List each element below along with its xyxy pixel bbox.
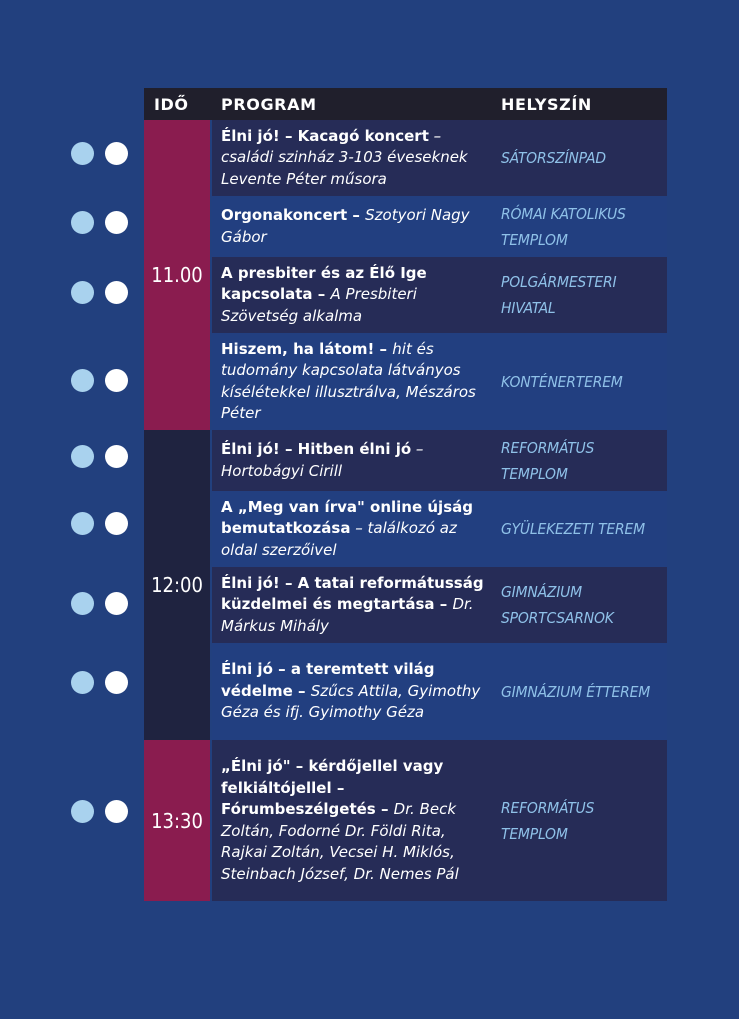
program-location: KONTÉNERTEREM	[501, 372, 623, 391]
light-dot-icon	[71, 369, 94, 392]
light-dot-icon	[71, 800, 94, 823]
time-label: 13:30	[151, 808, 203, 833]
white-dot-icon	[105, 800, 128, 823]
program-desc: – Hortobágyi Cirill	[221, 440, 424, 480]
header-time: IDŐ	[154, 95, 189, 114]
program-location: REFORMÁTUS TEMPLOM	[501, 438, 595, 483]
program-row	[212, 257, 667, 333]
program-location: GIMNÁZIUM SPORTCSARNOK	[501, 583, 614, 627]
program-row	[212, 643, 667, 740]
program-row	[212, 567, 667, 643]
dot-pair-icon	[70, 592, 130, 616]
white-dot-icon	[105, 512, 128, 535]
program-title: „Élni jó" – kérdőjellel vagy felkiáltójellel – Fórumbeszélgetés –	[221, 757, 444, 818]
program-desc: Dr. Beck Zoltán, Fodorné Dr. Földi Rita, Rajkai Zoltán, Vecsei H. Miklós, Steinbach József, Dr. Nemes Pál	[221, 800, 459, 883]
program-title: Orgonakoncert –	[221, 206, 366, 224]
light-dot-icon	[71, 592, 94, 615]
white-dot-icon	[105, 281, 128, 304]
dot-pair-icon	[70, 211, 130, 235]
program-desc: – találkozó az oldal szerzőivel	[221, 519, 457, 559]
program-title: A presbiter és az Élő Ige kapcsolata –	[221, 263, 427, 304]
light-dot-icon	[71, 445, 94, 468]
program-location: RÓMAI KATOLIKUS TEMPLOM	[501, 204, 626, 249]
light-dot-icon	[71, 142, 94, 165]
program-desc: – családi szinház 3-103 éveseknek Levente Péter műsora	[221, 126, 468, 188]
program-desc: Szotyori Nagy Gábor	[221, 206, 470, 246]
program-location: GIMNÁZIUM ÉTTEREM	[501, 682, 651, 701]
header-location: HELYSZÍN	[501, 95, 592, 114]
light-dot-icon	[71, 281, 94, 304]
light-dot-icon	[71, 671, 94, 694]
program-row	[212, 120, 667, 196]
program-desc: Dr. Márkus Mihály	[221, 595, 474, 635]
program-location: POLGÁRMESTERI HIVATAL	[501, 273, 617, 317]
program-row	[212, 333, 667, 430]
program-location: GYÜLEKEZETI TEREM	[501, 520, 645, 538]
dot-pair-icon	[70, 142, 130, 166]
program-title: Élni jó! – Kacagó koncert	[221, 126, 429, 145]
white-dot-icon	[105, 445, 128, 468]
dot-pair-icon	[70, 445, 130, 469]
dot-pair-icon	[70, 671, 130, 695]
white-dot-icon	[105, 142, 128, 165]
program-desc: A Presbiteri Szövetség alkalma	[221, 285, 417, 325]
time-label: 11.00	[151, 263, 203, 287]
light-dot-icon	[71, 211, 94, 234]
program-location: SÁTORSZÍNPAD	[501, 149, 606, 167]
program-title: Élni jó! – Hitben élni jó	[221, 440, 412, 458]
white-dot-icon	[105, 369, 128, 392]
program-desc: hit és tudomány kapcsolata látványos kísélétekkel illusztrálva, Mészáros Péter	[221, 339, 476, 422]
time-block-1100	[144, 120, 210, 430]
table-header	[144, 88, 667, 120]
dot-pair-icon	[70, 800, 130, 824]
program-title: Élni jó! – A tatai reformátusság küzdelmei és megtartása –	[221, 573, 484, 614]
dot-pair-icon	[70, 369, 130, 393]
dot-pair-icon	[70, 281, 130, 305]
header-program: PROGRAM	[221, 95, 317, 114]
program-title: A „Meg van írva" online újság bemutatkozása	[221, 497, 473, 538]
light-dot-icon	[71, 512, 94, 535]
white-dot-icon	[105, 671, 128, 694]
program-row	[212, 196, 667, 257]
program-location: REFORMÁTUS TEMPLOM	[501, 798, 595, 843]
time-block-1330	[144, 740, 210, 901]
program-row	[212, 430, 667, 491]
program-row	[212, 491, 667, 567]
program-title: Élni jó – a teremtett világ védelme –	[221, 660, 435, 700]
white-dot-icon	[105, 211, 128, 234]
dot-pair-icon	[70, 512, 130, 536]
time-block-1200	[144, 430, 210, 740]
program-title: Hiszem, ha látom! –	[221, 339, 393, 358]
program-desc: Szűcs Attila, Gyimothy Géza és ifj. Gyimothy Géza	[221, 681, 481, 722]
program-row	[212, 740, 667, 901]
white-dot-icon	[105, 592, 128, 615]
time-label: 12:00	[151, 573, 203, 597]
